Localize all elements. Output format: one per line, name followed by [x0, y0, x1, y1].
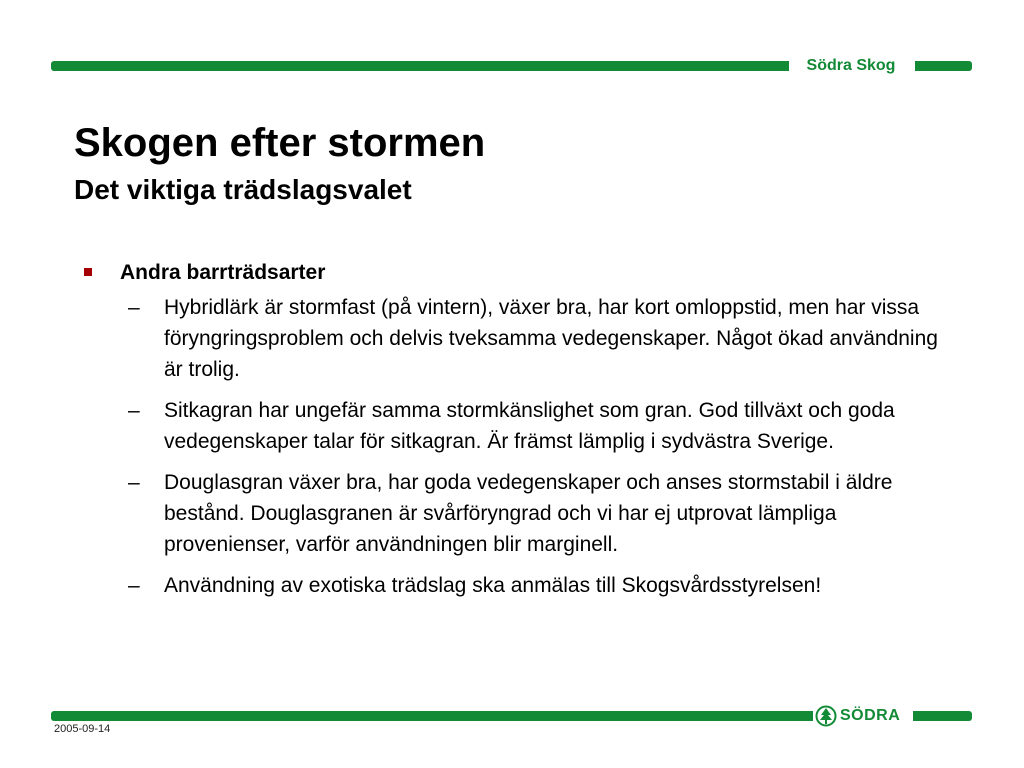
sodra-logo [815, 704, 900, 728]
header-brand: Södra Skog [806, 57, 896, 74]
sub-bullet-item [80, 570, 940, 601]
slide-title: Skogen efter stormen [74, 121, 486, 165]
footer-rule-right [913, 711, 972, 721]
slide-content [80, 258, 940, 611]
square-bullet-icon [84, 268, 92, 276]
dash-icon: – [128, 471, 140, 494]
footer-rule-left [51, 711, 813, 721]
logo-text: SÖDRA [840, 707, 901, 724]
bullet-level1 [80, 258, 940, 288]
header-rule-left [51, 61, 789, 71]
sub-bullet-text: Hybridlärk är stormfast (på vintern), växer bra, har kort omloppstid, men har vissa föryngringsproblem och delvis tveksamma vedegenskaper. Något ökad användning är trolig. [164, 296, 938, 381]
slide-subtitle: Det viktiga trädslagsvalet [74, 174, 412, 205]
footer-date: 2005-09-14 [54, 723, 111, 735]
dash-icon: – [128, 574, 140, 597]
sub-bullet-item [80, 292, 940, 385]
dash-icon: – [128, 296, 140, 319]
sub-bullet-item [80, 467, 940, 560]
sub-bullet-item [80, 395, 940, 457]
sub-bullet-text: Sitkagran har ungefär samma stormkänslighet som gran. God tillväxt och goda vedegenskaper talar för sitkagran. Är främst lämplig i sydvästra Sverige. [164, 399, 895, 453]
sub-bullet-text: Användning av exotiska trädslag ska anmälas till Skogsvårdsstyrelsen! [164, 574, 822, 597]
dash-icon: – [128, 399, 140, 422]
sub-bullet-list [80, 292, 940, 601]
tree-emblem-icon [815, 705, 837, 727]
header-rule-right [915, 61, 972, 71]
sub-bullet-text: Douglasgran växer bra, har goda vedegenskaper och anses stormstabil i äldre bestånd. Douglasgranen är svårföryngrad och vi har ej utprovat lämpliga provenienser, varför användningen blir marginell. [164, 471, 893, 556]
bullet-level1-text: Andra barrträdsarter [120, 261, 326, 284]
